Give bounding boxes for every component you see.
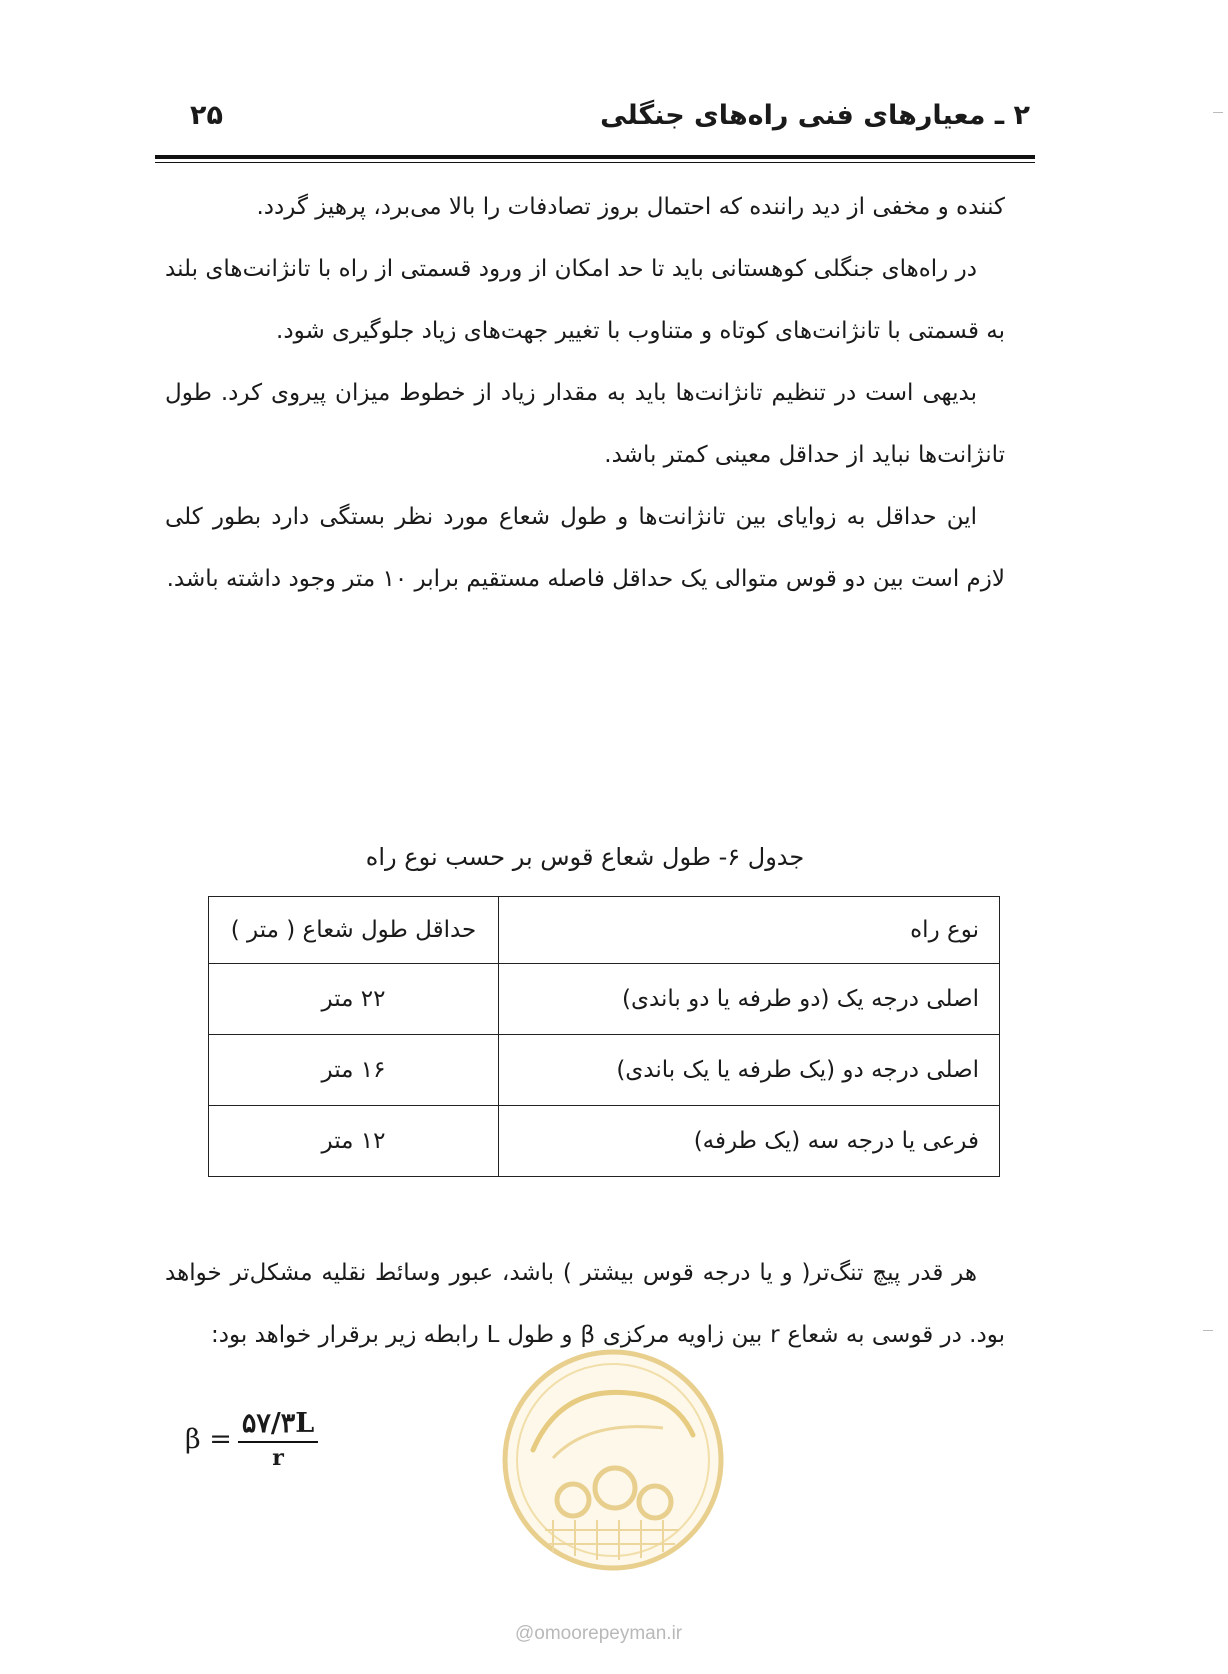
- table-row: [209, 1106, 1000, 1177]
- table-header-row: [209, 897, 1000, 964]
- running-head: [160, 100, 1030, 140]
- paragraph-tangent-length: بدیهی است در تنظیم تانژانت‌ها باید به مقدار زیاد از خطوط میزان پیروی کرد. طول تانژانت‌ها نباید از حداقل معینی کمتر باشد.: [165, 380, 1005, 468]
- header-rule-thick: [155, 155, 1035, 159]
- paragraph-curve-relation: هر قدر پیچ تنگ‌تر( و یا درجه قوس بیشتر ) باشد، عبور وسائط نقلیه مشکل‌تر خواهد بود. در قوسی به شعاع r بین زاویه مرکزی β و طول L رابطه زیر برقرار خواهد بود:: [165, 1260, 1005, 1348]
- header-rule-thin: [155, 162, 1035, 163]
- formula-lhs: β =: [185, 1424, 232, 1455]
- min-radius-cell: ۲۲ متر: [209, 964, 499, 1035]
- road-type-cell: اصلی درجه دو (یک طرفه یا یک باندی): [499, 1035, 1000, 1106]
- table-row: [209, 964, 1000, 1035]
- min-radius-cell: ۱۲ متر: [209, 1106, 499, 1177]
- paragraph-minimum-distance: این حداقل به زوایای بین تانژانت‌ها و طول شعاع مورد نظر بستگی دارد بطور کلی لازم است بین دو قوس متوالی یک حداقل فاصله مستقیم برابر ۱۰ متر وجود داشته باشد.: [165, 504, 1005, 592]
- table-row: [209, 1035, 1000, 1106]
- header-min-radius: حداقل طول شعاع ( متر ): [209, 897, 499, 964]
- body-text: [165, 176, 1005, 610]
- chapter-title: ۲ ـ معیارهای فنی راه‌های جنگلی: [600, 100, 1030, 131]
- header-road-type: نوع راه: [499, 897, 1000, 964]
- formula-denominator: r: [272, 1445, 284, 1471]
- scan-mark: [1203, 1330, 1213, 1331]
- road-type-cell: فرعی یا درجه سه (یک طرفه): [499, 1106, 1000, 1177]
- min-radius-cell: ۱۶ متر: [209, 1035, 499, 1106]
- page-number: ۲۵: [190, 100, 223, 131]
- gear-emblem-icon: [493, 1340, 733, 1620]
- watermark-site: @omoorepeyman.ir: [515, 1623, 683, 1644]
- paragraph-mountain-roads: در راه‌های جنگلی کوهستانی باید تا حد امکان از ورود قسمتی از راه با تانژانت‌های بلند به قسمتی با تانژانت‌های کوتاه و متناوب با تغییر جهت‌های زیاد جلوگیری شود.: [165, 256, 1005, 344]
- beta-formula: [185, 1408, 318, 1471]
- formula-fraction: [238, 1408, 318, 1471]
- scan-mark: [1213, 112, 1223, 113]
- paragraph-continuation: کننده و مخفی از دید راننده که احتمال بروز تصادفات را بالا می‌برد، پرهیز گردد.: [256, 194, 1005, 220]
- table-caption: جدول ۶- طول شعاع قوس بر حسب نوع راه: [365, 843, 805, 871]
- road-type-cell: اصلی درجه یک (دو طرفه یا دو باندی): [499, 964, 1000, 1035]
- radius-table: [208, 896, 1000, 1177]
- formula-numerator: ۵۷/۳L: [238, 1408, 318, 1443]
